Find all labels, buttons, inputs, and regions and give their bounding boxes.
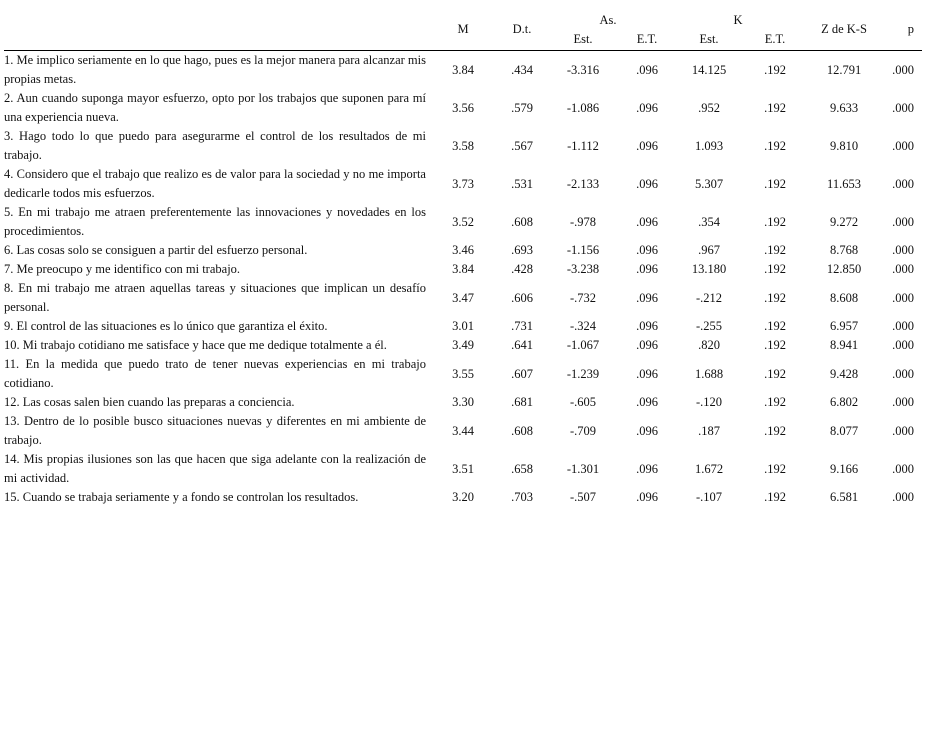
skewness-est-value: -.732 [569,290,597,305]
kurtosis-est-value: -.255 [695,319,723,333]
item-text: 10. Mi trabajo cotidiano me satisface y hace que me dedique totalmente a él. [4,338,387,352]
p-value: .000 [892,319,914,333]
sd-value: .693 [511,243,533,257]
skewness-est-value: -1.112 [567,138,599,153]
p-value: .000 [892,338,914,352]
mean-value: 3.55 [452,366,474,381]
item-column-header [4,8,426,50]
mean-value: 3.49 [452,338,474,352]
kurtosis-se-value: .192 [764,319,786,333]
item-text: 11. En la medida que puedo trato de tener nuevas experiencias en mi trabajo cotidiano. [4,357,426,390]
sd-value: .641 [511,338,533,352]
skewness-est-value: -.507 [569,490,597,504]
sd-value: .607 [511,366,533,381]
kurtosis-est-value: -.212 [695,290,723,305]
skewness-se-header: E.T. [636,31,658,46]
item-text: 4. Considero que el trabajo que realizo es de valor para la sociedad y no me importa dedicarle todos mis esfuerzos. [4,167,426,200]
skewness-est-value: -.605 [569,395,597,409]
table-row [4,412,922,450]
kurtosis-est-header: Est. [699,31,719,46]
table-row [4,488,922,507]
p-value: .000 [892,366,914,381]
item-text: 6. Las cosas solo se consiguen a partir del esfuerzo personal. [4,243,308,257]
mean-value: 3.47 [452,290,474,305]
skewness-est-value: -2.133 [566,176,600,191]
kurtosis-se-value: .192 [764,395,786,409]
p-value: .000 [892,290,914,305]
table-header [4,8,922,51]
kurtosis-se-value: .192 [764,138,786,153]
sd-value: .531 [511,176,533,191]
mean-value: 3.44 [452,423,474,438]
ks-z-value: 12.850 [826,262,862,276]
skewness-se-value: .096 [636,423,658,438]
item-text: 2. Aun cuando suponga mayor esfuerzo, opto por los trabajos que suponen para mí una experiencia nueva. [4,91,426,124]
sd-value: .606 [511,290,533,305]
skewness-se-value: .096 [636,176,658,191]
mean-value: 3.01 [452,319,474,333]
ks-z-value: 6.802 [829,395,859,409]
skewness-se-value: .096 [636,290,658,305]
skewness-est-header: Est. [573,31,593,46]
kurtosis-est-value: 13.180 [691,262,727,276]
skewness-se-value: .096 [636,100,658,115]
kurtosis-est-value: .187 [698,423,720,438]
ks-z-value: 9.810 [829,138,859,153]
sd-value: .428 [511,262,533,276]
kurtosis-est-value: 1.688 [694,366,724,381]
ks-z-value: 9.428 [829,366,859,381]
kurtosis-est-value: .820 [698,338,720,352]
item-text: 13. Dentro de lo posible busco situaciones nuevas y diferentes en mi ambiente de trabajo. [4,414,426,447]
skewness-est-value: -.978 [569,214,597,229]
table-row [4,127,922,165]
item-text: 1. Me implico seriamente en lo que hago, pues es la mejor manera para alcanzar mis propias metas. [4,53,426,86]
ks-z-value: 8.941 [829,338,859,352]
skewness-se-value: .096 [636,490,658,504]
sd-value: .579 [511,100,533,115]
p-value: .000 [892,262,914,276]
skewness-est-value: -3.316 [566,62,600,77]
skewness-est-value: -3.238 [566,262,600,276]
skewness-se-value: .096 [636,319,658,333]
p-value: .000 [892,243,914,257]
mean-value: 3.84 [452,262,474,276]
skewness-est-value: -1.301 [566,461,600,476]
sd-header: D.t. [512,21,532,36]
mean-value: 3.56 [452,100,474,115]
item-text: 3. Hago todo lo que puedo para asegurarme el control de los resultados de mi trabajo. [4,129,426,162]
skewness-est-value: -1.086 [566,100,600,115]
ks-z-value: 8.608 [829,290,859,305]
sd-value: .608 [511,423,533,438]
item-text: 5. En mi trabajo me atraen preferentemente las innovaciones y novedades en los procedimientos. [4,205,426,238]
table-row [4,317,922,336]
mean-value: 3.73 [452,176,474,191]
table-row [4,165,922,203]
table-row [4,89,922,127]
skewness-est-value: -.709 [569,423,597,438]
kurtosis-est-value: .952 [698,100,720,115]
p-value: .000 [892,461,914,476]
p-value: .000 [892,62,914,77]
p-value-header: p [907,21,914,36]
p-value: .000 [892,138,914,153]
kurtosis-est-value: 1.093 [694,138,724,153]
item-text: 7. Me preocupo y me identifico con mi trabajo. [4,262,241,276]
kurtosis-se-value: .192 [764,290,786,305]
ks-z-value: 8.077 [829,423,859,438]
item-text: 14. Mis propias ilusiones son las que hacen que siga adelante con la realización de mi actividad. [4,452,426,485]
ks-z-value: 6.581 [829,490,859,504]
skewness-est-value: -1.239 [566,366,600,381]
skewness-est-value: -.324 [569,319,597,333]
ks-z-value: 8.768 [829,243,859,257]
table-row [4,393,922,412]
kurtosis-est-value: 1.672 [694,461,724,476]
kurtosis-se-value: .192 [764,100,786,115]
p-value: .000 [892,395,914,409]
ks-z-value: 9.633 [829,100,859,115]
kurtosis-est-value: 5.307 [694,176,724,191]
descriptive-stats-table [4,8,922,507]
ks-z-value: 11.653 [827,176,861,191]
sd-value: .703 [511,490,533,504]
skewness-se-value: .096 [636,62,658,77]
p-value: .000 [892,423,914,438]
kurtosis-se-value: .192 [764,176,786,191]
mean-value: 3.30 [452,395,474,409]
skewness-se-value: .096 [636,243,658,257]
table-body [4,51,922,508]
skewness-header: As. [599,13,617,27]
skewness-se-value: .096 [636,338,658,352]
sd-value: .731 [511,319,533,333]
skewness-est-value: -1.156 [566,243,600,257]
kurtosis-est-value: .967 [698,243,720,257]
p-value: .000 [892,490,914,504]
mean-value: 3.51 [452,461,474,476]
kurtosis-se-header: E.T. [764,31,786,46]
mean-value: 3.84 [452,62,474,77]
mean-value: 3.46 [452,243,474,257]
kurtosis-est-value: .354 [698,214,720,229]
table-row [4,279,922,317]
kurtosis-est-value: 14.125 [691,62,727,77]
sd-value: .608 [511,214,533,229]
skewness-se-value: .096 [636,366,658,381]
kurtosis-se-value: .192 [764,243,786,257]
skewness-se-value: .096 [636,395,658,409]
skewness-se-value: .096 [636,262,658,276]
mean-value: 3.58 [452,138,474,153]
kurtosis-se-value: .192 [764,262,786,276]
table-row [4,241,922,260]
skewness-se-value: .096 [636,461,658,476]
skewness-est-value: -1.067 [566,338,600,352]
ks-z-value: 12.791 [826,62,862,77]
sd-value: .567 [511,138,533,153]
skewness-se-value: .096 [636,214,658,229]
ks-z-value: 9.272 [829,214,859,229]
mean-header: M [457,21,469,36]
table-row [4,355,922,393]
table-row [4,51,922,90]
kurtosis-est-value: -.107 [695,490,723,504]
sd-value: .681 [511,395,533,409]
kurtosis-se-value: .192 [764,214,786,229]
kurtosis-se-value: .192 [764,62,786,77]
item-text: 12. Las cosas salen bien cuando las preparas a conciencia. [4,395,295,409]
p-value: .000 [892,214,914,229]
table-row [4,260,922,279]
table-row [4,450,922,488]
mean-value: 3.52 [452,214,474,229]
kurtosis-est-value: -.120 [695,395,723,409]
kurtosis-se-value: .192 [764,423,786,438]
kurtosis-header: K [733,13,743,27]
sd-value: .434 [511,62,533,77]
sd-value: .658 [511,461,533,476]
kurtosis-se-value: .192 [764,338,786,352]
item-text: 9. El control de las situaciones es lo único que garantiza el éxito. [4,319,328,333]
item-text: 15. Cuando se trabaja seriamente y a fondo se controlan los resultados. [4,490,359,504]
p-value: .000 [892,100,914,115]
table-row [4,203,922,241]
kurtosis-se-value: .192 [764,366,786,381]
item-text: 8. En mi trabajo me atraen aquellas tareas y situaciones que implican un desafío personal. [4,281,426,314]
kurtosis-se-value: .192 [764,490,786,504]
mean-value: 3.20 [452,490,474,504]
kurtosis-se-value: .192 [764,461,786,476]
ks-z-value: 9.166 [829,461,859,476]
table-row [4,336,922,355]
ks-z-header: Z de K-S [821,21,867,36]
ks-z-value: 6.957 [829,319,859,333]
p-value: .000 [892,176,914,191]
skewness-se-value: .096 [636,138,658,153]
